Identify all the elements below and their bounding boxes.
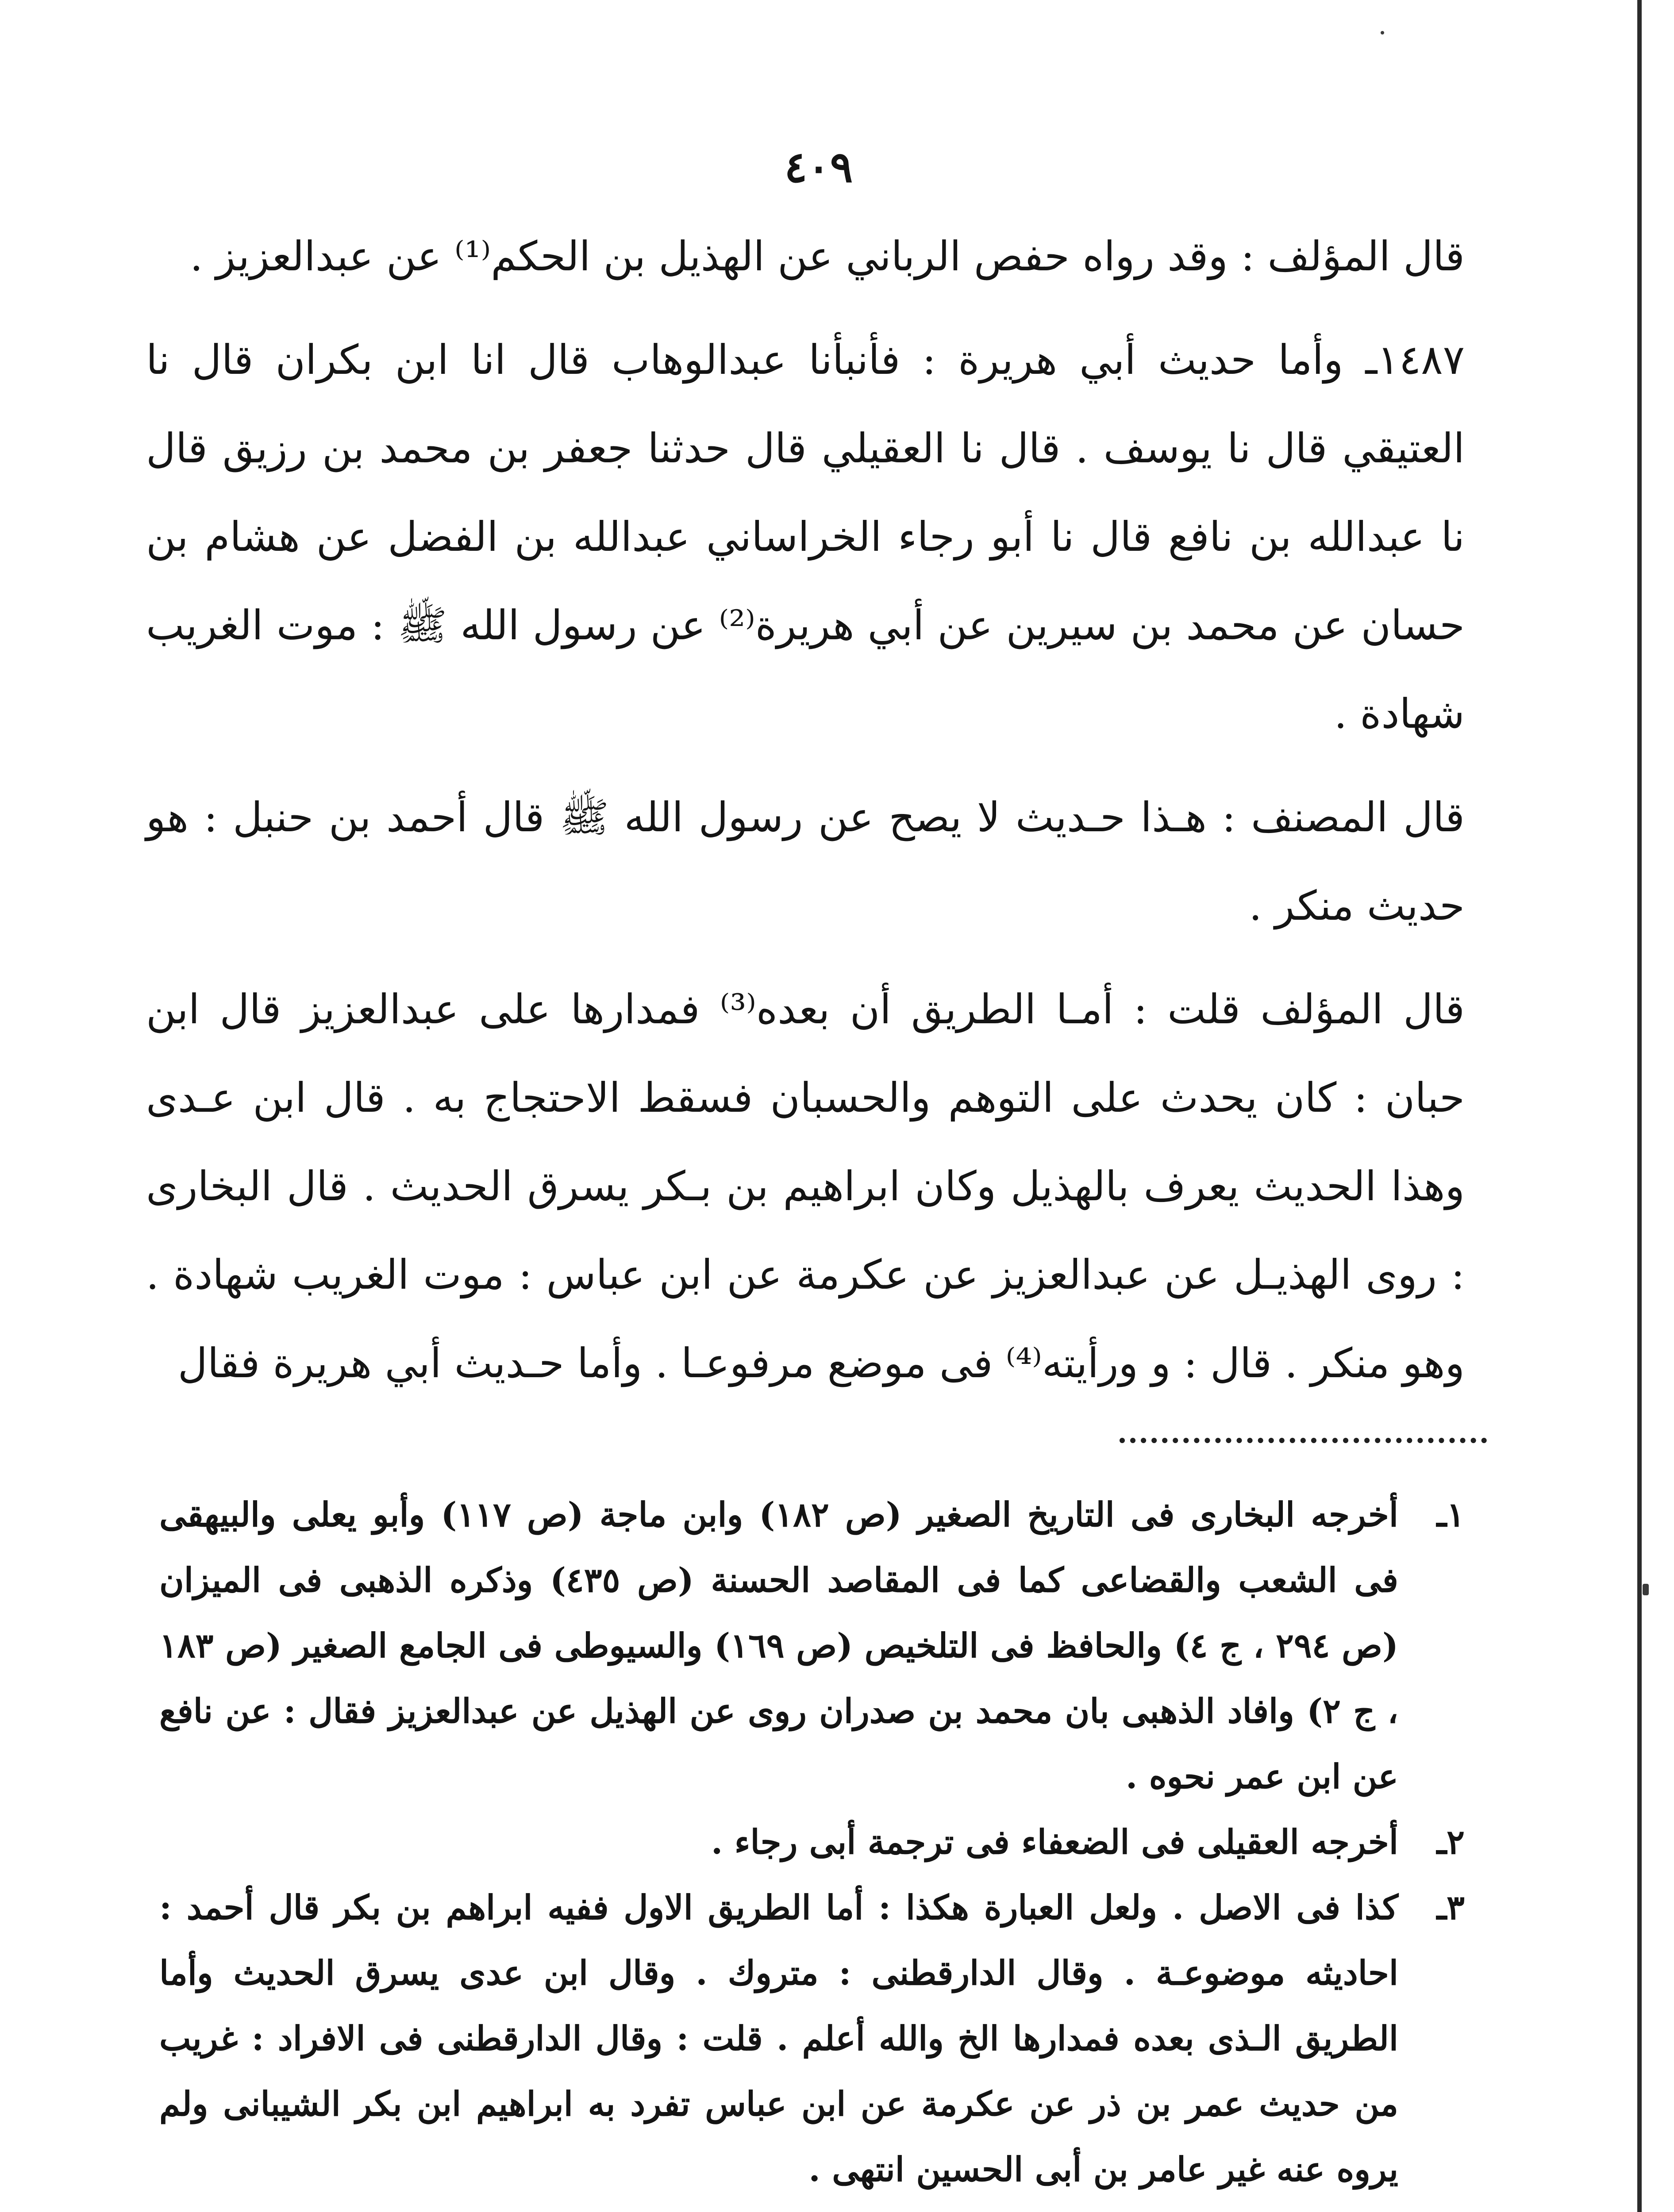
footnote-text: أخرجه العقيلى فى الضعفاء فى ترجمة أبى رجاء . <box>711 1822 1398 1862</box>
scan-speck <box>1643 1584 1649 1595</box>
paragraph-compiler-note: قال المصنف : هـذا حـديث لا يصح عن رسول الله ﷺ قال أحمد بن حنبل : هو حديث منكر . <box>146 794 1465 929</box>
footnote-text: أخرجه البخارى فى التاريخ الصغير (ص ١٨٢) وابن ماجة (ص ١١٧) وأبو يعلى والبيهقى فى الشعب والقضاعى كما فى المقاصد الحسنة (ص ٤٣٥) وذكره الذهبى فى الميزان (ص ٢٩٤ ، ج ٤) والحافظ فى التلخيص (ص ١٦٩) والسيوطى فى الجامع الصغير (ص ١٨٣ ، ج ٢) وافاد الذهبى بان محمد بن صدران روى عن الهذيل عن عبدالعزيز فقال : عن نافع عن ابن عمر نحوه . <box>159 1495 1398 1796</box>
footnote-number: ١ـ <box>1436 1495 1465 1534</box>
footnote-number: ٢ـ <box>1436 1822 1465 1862</box>
footnote <box>159 1875 1465 2202</box>
main-text <box>146 212 1465 1408</box>
page-binding-edge <box>1637 0 1642 2212</box>
footnote-text: كذا فى الاصل . ولعل العبارة هكذا : أما الطريق الاول ففيه ابراهم بن بكر قال أحمد : احاديثه موضوعـة . وقال الدارقطنى : متروك . وقال ابن عدى يسرق الحديث وأما الطريق الـذى بعده فمدارها الخ والله أعلم . قلت : وقال الدارقطنى فى الافراد : غريب من حديث عمر بن ذر عن عكرمة عن ابن عباس تفرد به ابراهيم ابن بكر الشيبانى ولم يروه عنه غير عامر بن أبى الحسين انتهى . <box>159 1888 1399 2189</box>
paragraph-author-note: قال المؤلف : وقد رواه حفص الرباني عن الهذيل بن الحكم⁽¹⁾ عن عبدالعزيز . <box>190 233 1465 280</box>
footnote-number: ٣ـ <box>1436 1888 1465 1927</box>
footnotes <box>159 1482 1465 2202</box>
paragraph-discussion: قال المؤلف قلت : أمـا الطريق أن بعده⁽³⁾ فمدارها على عبدالعزيز قال ابن حبان : كان يحدث على التوهم والحسبان فسقط الاحتجاج به . قال ابن عـدى وهذا الحديث يعرف بالهذيل وكان ابراهيم بن بـكر يسرق الحديث . قال البخارى : روى الهذيـل عن عبدالعزيز عن عكرمة عن ابن عباس : موت الغريب شهادة . وهو منكر . قال : و ورأيته⁽⁴⁾ فى موضع مرفوعـا . وأما حـديث أبي هريرة فقال <box>146 986 1465 1387</box>
footnote <box>159 1809 1465 1875</box>
footnote <box>159 1482 1465 1809</box>
page-number: ٤٠٩ <box>784 142 853 192</box>
footnote-divider <box>1120 1438 1487 1443</box>
paragraph-hadith-1487: ١٤٨٧ـ وأما حديث أبي هريرة : فأنبأنا عبدالوهاب قال انا ابن بكران قال نا العتيقي قال نا يوسف . قال نا العقيلي قال حدثنا جعفر بن محمد بن رزيق قال نا عبدالله بن نافع قال نا أبو رجاء الخراساني عبدالله بن الفضل عن هشام بن حسان عن محمد بن سيرين عن أبي هريرة⁽²⁾ عن رسول الله ﷺ : موت الغريب شهادة . <box>146 336 1465 737</box>
scan-speck <box>1381 31 1384 35</box>
